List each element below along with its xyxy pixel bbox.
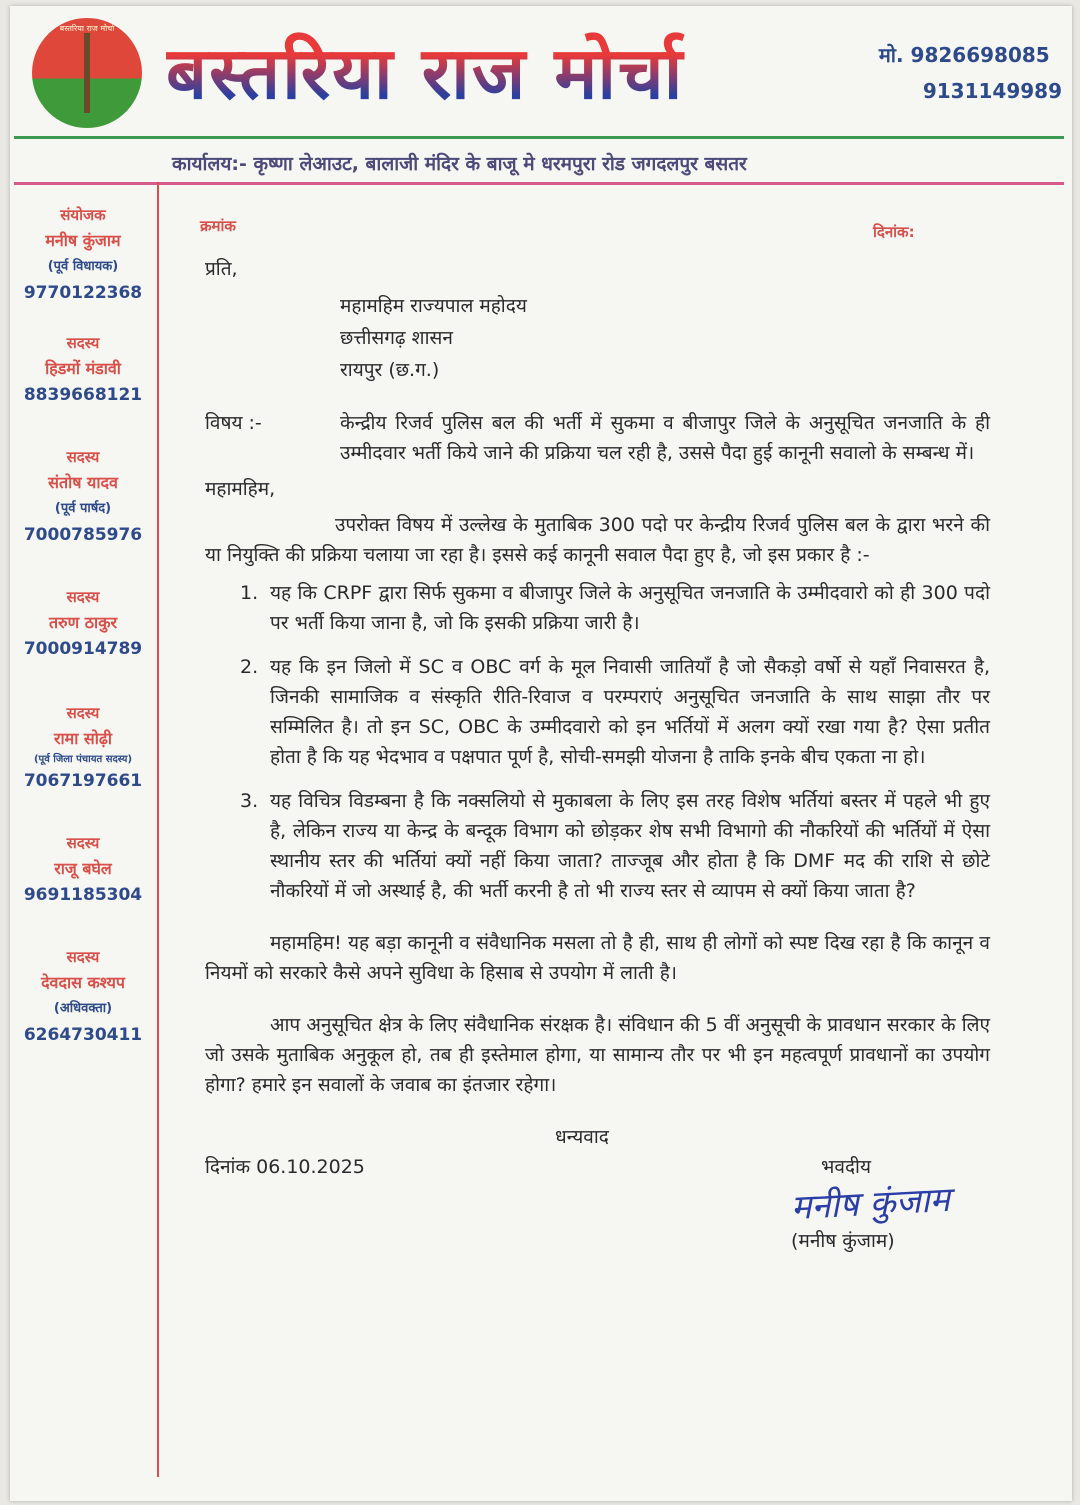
letter-date: दिनांक 06.10.2025 [205,1156,365,1178]
recipient-line: महामहिम राज्यपाल महोदय [340,295,527,317]
closing: भवदीय [821,1156,871,1178]
signature: मनीष कुंजाम [790,1179,951,1229]
intro-paragraph: उपरोक्त विषय में उल्लेख के मुताबिक 300 पदो पर केन्द्रीय रिजर्व पुलिस बल के द्वारा भरने की या नियुक्ति की प्रक्रिया चलाया जा रहा है। इससे कई कानूनी सवाल पैदा हुए है, जो इस प्रकार है :- [205,514,990,566]
sign-block [791,1152,950,1256]
point-text: यह कि CRPF द्वारा सिर्फ सुकमा व बीजापुर जिले के अनुसूचित जनजाति के उम्मीदवारो को ही 300 पदो पर भर्ती किया जाना है, जो कि इसकी प्रक्रिया जारी है। [270,582,990,634]
member-name: संतोष यादव [48,473,118,492]
letter-body [205,254,990,1252]
org-phones [879,37,1062,109]
member-role: सदस्य [66,448,100,466]
member-phone: 9691185304 [23,885,143,905]
phone-prefix: मो. [878,43,904,67]
closing-area [205,1152,990,1252]
divider-pink [14,182,1064,185]
member-block [8,700,158,794]
member-phone: 8839668121 [23,385,143,405]
divider-green [14,136,1064,139]
member-role: संयोजक [60,206,106,224]
member-role: सदस्य [66,948,100,966]
member-block [8,830,158,908]
paragraph-request: आप अनुसूचित क्षेत्र के लिए संवैधानिक संरक्षक है। संविधान की 5 वीं अनुसूची के प्रावधान सरकार के लिए जो उसके मुताबिक अनुकूल हो, तब ही इस्तेमाल होगा, या सामान्य तौर पर भी इन महत्वपूर्ण प्रावधानों का उपयोग होगा? हमारे इन सवालों के जवाब का इंतजार रहेगा। [205,1014,990,1096]
member-name: राजू बघेल [54,859,112,878]
member-role: सदस्य [66,334,100,352]
member-name: हिडमों मंडावी [45,359,121,378]
member-name: देवदास कश्यप [41,973,125,992]
point-number: 2. [240,656,259,678]
point-item [240,786,990,906]
point-item [240,578,990,638]
member-block [8,330,158,408]
subject-text: केन्द्रीय रिजर्व पुलिस बल की भर्ती में सुकमा व बीजापुर जिले के अनुसूचित जनजाति के ही उम्मीदवार भर्ती किये जाने की प्रक्रिया चल रही है, उससे पैदा हुई कानूनी सवालो के सम्बन्ध में। [340,412,990,464]
member-note: (पूर्व विधायक) [47,259,119,274]
member-phone: 6264730411 [23,1025,143,1045]
point-item [240,652,990,772]
date-label: दिनांक: [873,223,915,241]
member-name: मनीष कुंजाम [45,231,121,250]
member-name: रामा सोढ़ी [53,729,113,748]
member-role: सदस्य [66,834,100,852]
member-phone: 7000914789 [23,639,143,659]
ref-label: क्रमांक [200,217,236,235]
recipient-address [340,290,990,386]
org-logo [32,18,142,128]
member-phone: 7000785976 [23,525,143,545]
point-number: 1. [240,582,259,604]
subject-row [205,408,990,468]
member-note: (पूर्व जिला पंचायत सदस्य) [33,754,133,765]
subject-label: विषय :- [205,412,262,434]
member-block [8,944,158,1048]
member-phone: 7067197661 [23,771,143,791]
recipient-line: छत्तीसगढ़ शासन [340,327,453,349]
member-block [8,584,158,662]
member-role: सदस्य [66,704,100,722]
member-note: (अधिवक्ता) [53,1001,113,1016]
office-address: कार्यालय:- कृष्णा लेआउट, बालाजी मंदिर के बाजू मे धरमपुरा रोड जगदलपुर बसतर [172,153,747,175]
letterhead [32,18,1062,128]
member-name: तरुण ठाकुर [48,613,118,632]
paragraph-concern: महामहिम! यह बड़ा कानूनी व संवैधानिक मसला तो है ही, साथ ही लोगों को स्पष्ट दिख रहा है कि कानून व नियमों को सरकारे कैसे अपने सुविधा के हिसाब से उपयोग में लाती है। [205,932,990,984]
thanks: धन्यवाद [555,1126,609,1148]
point-text: यह विचित्र विडम्बना है कि नक्सलियो से मुकाबला के लिए इस तरह विशेष भर्तियां बस्तर में पहले भी हुए है, लेकिन राज्य या केन्द्र के बन्दूक विभाग को छोड़कर शेष सभी विभागो की नौकरियों की भर्तियों में ऐसा स्थानीय स्तर की भर्तियां क्यों नहीं किया जाता? ताज्जूब और होता है कि DMF मद की राशि से छोटे नौकरियों में जो अस्थाई है, की भर्ती करनी है तो भी राज्य स्तर से व्यापम से क्यों किया जाता है? [270,790,990,902]
signatory-name: (मनीष कुंजाम) [791,1230,895,1252]
salutation: महामहिम, [205,478,276,500]
member-role: सदस्य [66,588,100,606]
member-block [8,202,158,306]
tree-icon [84,33,90,113]
point-text: यह कि इन जिलो में SC व OBC वर्ग के मूल निवासी जातियाँ है जो सैकड़ो वर्षो से यहाँ निवासरत है, जिनकी सामाजिक व संस्कृति रीति-रिवाज व परम्पराएं अनुसूचित जनजाति के साथ साझा तौर पर सम्मिलित है। तो इन SC, OBC के उम्मीदवारो को इन भर्तियों में अलग क्यों रखा गया है? ऐसा प्रतीत होता है कि यह भेदभाव व पक्षपात पूर्ण है, सोची-समझी योजना है ताकि इनके बीच एकता ना हो। [270,656,990,768]
logo-text: बस्तरिया राज मोर्चा [59,24,115,33]
member-phone: 9770122368 [23,283,143,303]
recipient-line: रायपुर (छ.ग.) [340,359,440,381]
point-number: 3. [240,790,259,812]
members-sidebar [8,202,158,1072]
phone-2: 9131149989 [922,79,1062,103]
to-label: प्रति, [205,258,238,280]
member-note: (पूर्व पार्षद) [54,501,112,516]
member-block [8,444,158,548]
org-name: बस्तरिया राज मोर्चा [166,28,855,118]
phone-1: 9826698085 [910,43,1050,67]
